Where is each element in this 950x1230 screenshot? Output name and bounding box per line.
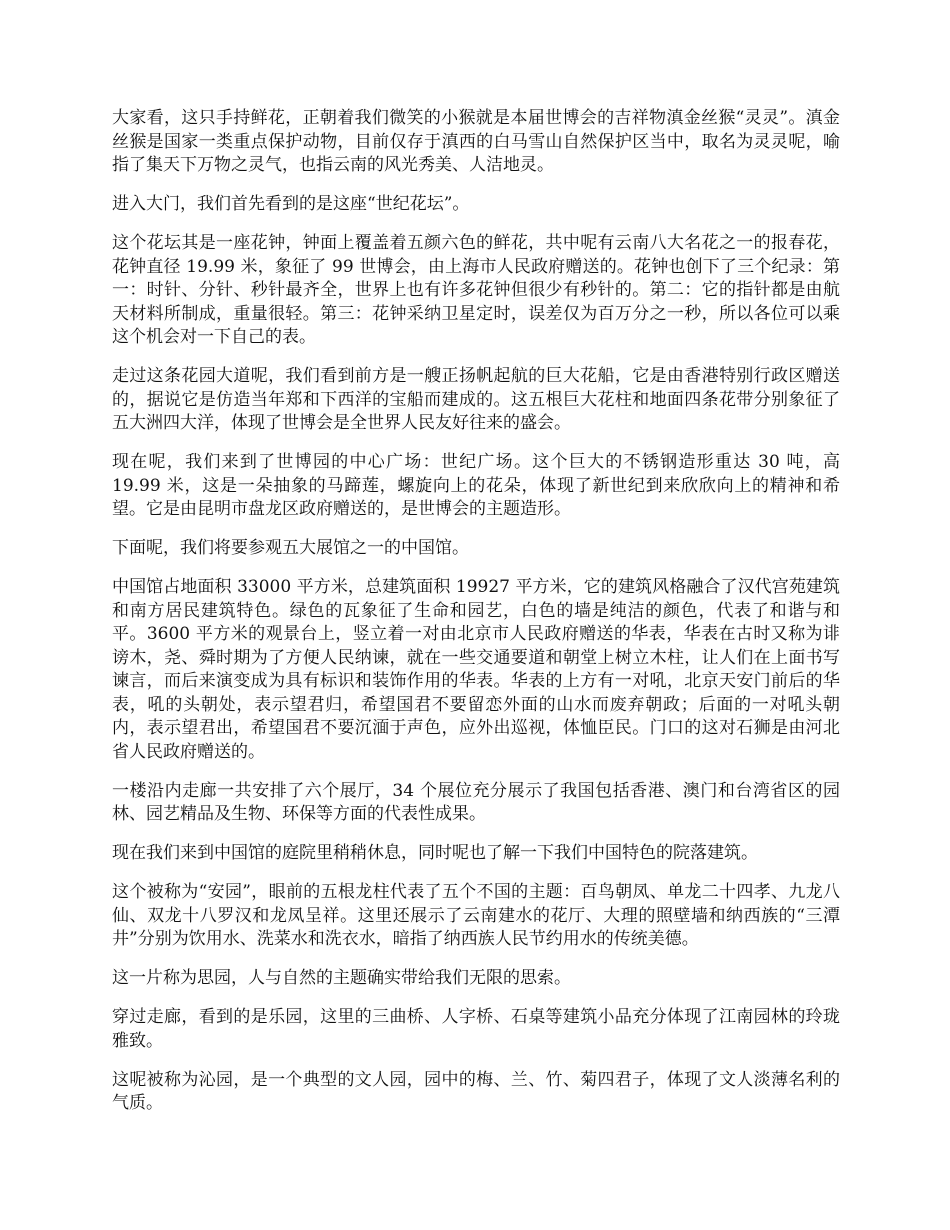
paragraph: 大家看，这只手持鲜花，正朝着我们微笑的小猴就是本届世博会的吉祥物滇金丝猴“灵灵”。滇金丝猴是国家一类重点保护动物，目前仅存于滇西的白马雪山自然保护区当中，取名为灵灵呢，喻指了集天下万物之灵气，也指云南的风光秀美、人洁地灵。: [112, 108, 840, 175]
paragraph: 走过这条花园大道呢，我们看到前方是一艘正扬帆起航的巨大花船，它是由香港特别行政区赠送的，据说它是仿造当年郑和下西洋的宝船而建成的。这五根巨大花柱和地面四条花带分别象征了五大洲四大洋，体现了世博会是全世界人民友好往来的盛会。: [112, 366, 840, 433]
paragraph: 进入大门，我们首先看到的是这座“世纪花坛”。: [112, 194, 470, 214]
paragraph: 这一片称为思园，人与自然的主题确实带给我们无限的思索。: [112, 968, 571, 988]
paragraph: 这呢被称为沁园，是一个典型的文人园，园中的梅、兰、竹、菊四君子，体现了文人淡薄名利的气质。: [112, 1069, 840, 1113]
paragraph: 下面呢，我们将要参观五大展馆之一的中国馆。: [112, 538, 469, 558]
paragraph: 中国馆占地面积 33000 平方米，总建筑面积 19927 平方米，它的建筑风格融合了汉代宫苑建筑和南方居民建筑特色。绿色的瓦象征了生命和园艺，白色的墙是纯洁的颜色，代表了和谐与和平。3600 平方米的观景台上，竖立着一对由北京市人民政府赠送的华表，华表在古时又称为诽谤木，尧、舜时期为了方便人民纳谏，就在一些交通要道和朝堂上树立木柱，让人们在上面书写谏言，而后来演变成为具有标识和装饰作用的华表。华表的上方有一对吼，北京天安门前后的华表，吼的头朝处，表示望君归，希望国君不要留恋外面的山水而废弃朝政；后面的一对吼头朝内，表示望君出，希望国君不要沉湎于声色，应外出巡视，体恤臣民。门口的这对石狮是由河北省人民政府赠送的。: [112, 577, 840, 762]
paragraph: 这个花坛其是一座花钟，钟面上覆盖着五颜六色的鲜花，共中呢有云南八大名花之一的报春花，花钟直径 19.99 米，象征了 99 世博会，由上海市人民政府赠送的。花钟也创下了三个纪录：第一：时针、分针、秒针最齐全，世界上也有许多花钟但很少有秒针的。第二：它的指针都是由航天材料所制成，重量很轻。第三：花钟采纳卫星定时，误差仅为百万分之一秒，所以各位可以乘这个机会对一下自己的表。: [112, 233, 840, 347]
paragraph: 穿过走廊，看到的是乐园，这里的三曲桥、人字桥、石桌等建筑小品充分体现了江南园林的玲珑雅致。: [112, 1007, 840, 1051]
paragraph: 这个被称为“安园”，眼前的五根龙柱代表了五个不国的主题：百鸟朝凤、单龙二十四孝、九龙八仙、双龙十八罗汉和龙凤呈祥。这里还展示了云南建水的花厅、大理的照壁墙和纳西族的“三潭井”分别为饮用水、洗菜水和洗衣水，暗指了纳西族人民节约用水的传统美德。: [112, 882, 840, 949]
paragraph: 一楼沿内走廊一共安排了六个展厅，34 个展位充分展示了我国包括香港、澳门和台湾省区的园林、园艺精品及生物、环保等方面的代表性成果。: [112, 780, 840, 824]
paragraph: 现在呢，我们来到了世博园的中心广场：世纪广场。这个巨大的不锈钢造形重达 30 吨，高 19.99 米，这是一朵抽象的马蹄莲，螺旋向上的花朵，体现了新世纪到来欣欣向上的精神和希望。它是由昆明市盘龙区政府赠送的，是世博会的主题造形。: [112, 452, 840, 519]
paragraph: 现在我们来到中国馆的庭院里稍稍休息，同时呢也了解一下我们中国特色的院落建筑。: [112, 843, 758, 863]
document-body: [112, 107, 840, 1131]
